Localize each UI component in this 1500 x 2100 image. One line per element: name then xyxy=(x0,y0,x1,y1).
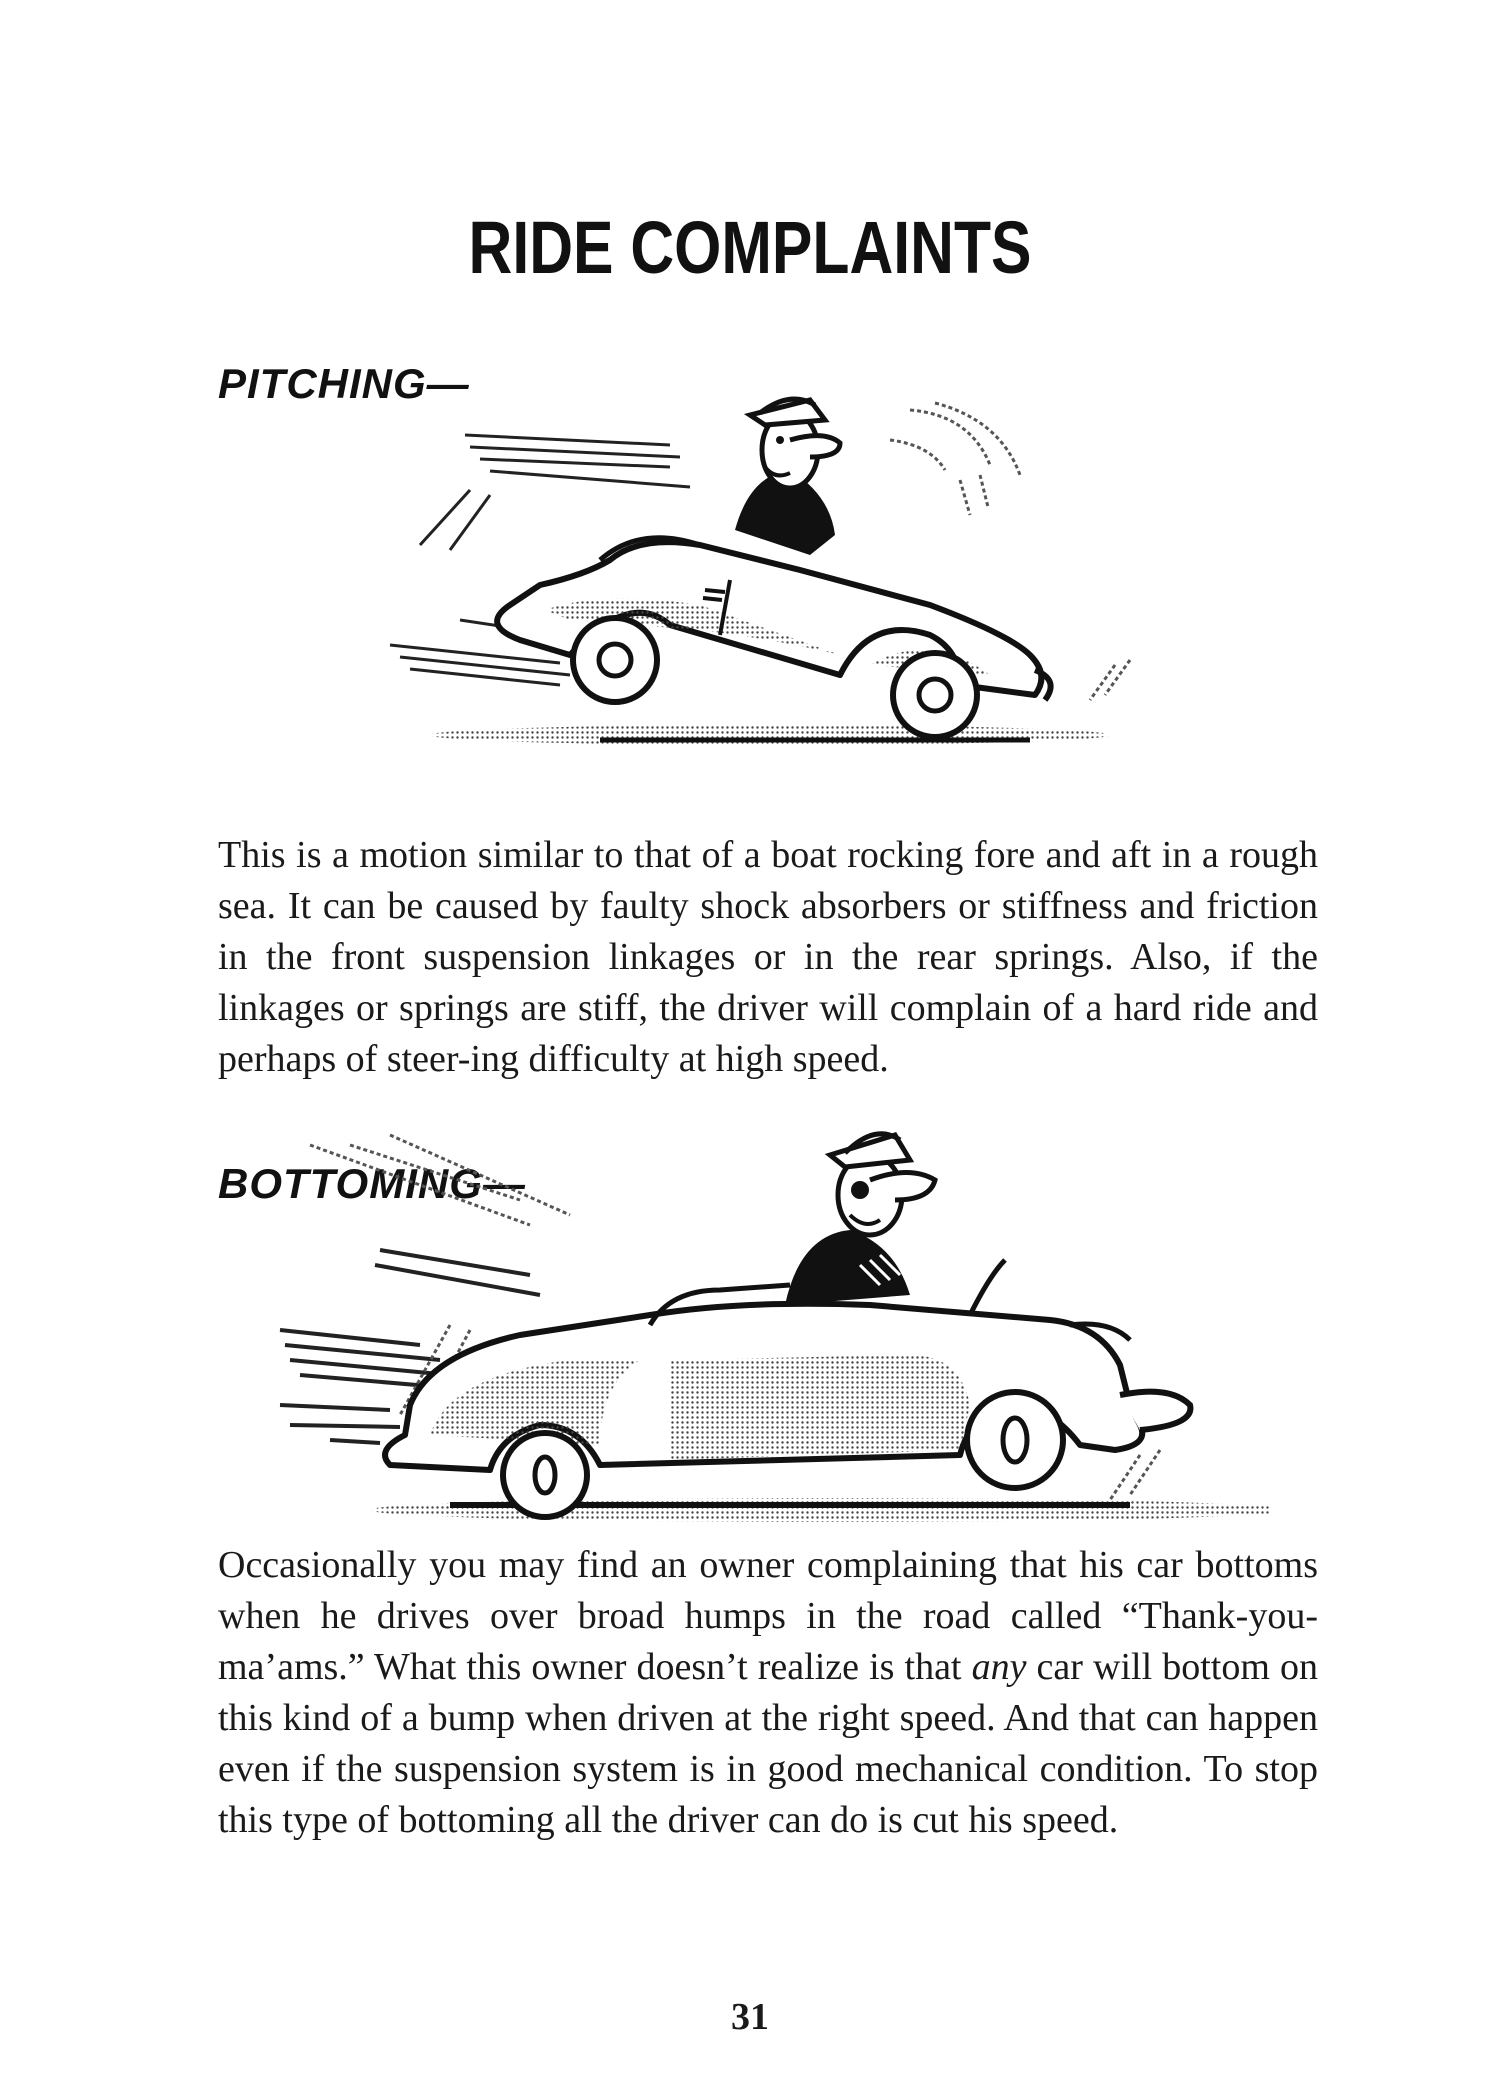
section-heading-pitching: PITCHING— xyxy=(218,360,470,407)
bottoming-description xyxy=(218,1540,1318,1846)
bottoming-description-end: car will bottom on this kind of a bump when driven at the right speed. And that can happen even if the suspension system is in good mechanical condition. To stop this type of bottoming all the driver can do is cut his speed. xyxy=(218,1646,1318,1841)
pitching-car-cartoon-icon xyxy=(370,395,1170,765)
pitching-description: This is a motion similar to that of a boat rocking fore and aft in a rough sea. It can be caused by faulty shock absorbers or stiffness and friction in the front suspension linkages or in the rear springs. Also, if the linkages or springs are stiff, the driver will complain of a hard ride and perhaps of steer-ing difficulty at high speed. xyxy=(218,834,1318,1080)
page-number: 31 xyxy=(731,1996,769,2038)
page-title: RIDE COMPLAINTS xyxy=(468,206,1032,289)
bottoming-car-cartoon-icon xyxy=(270,1105,1270,1540)
bottoming-description-start: Occasionally you may find an owner complaining that his car bottoms when he drives over broad humps in the road called “Thank-you-ma’ams.” What this owner doesn’t realize is that xyxy=(218,1544,1318,1688)
section-heading-bottoming: BOTTOMING— xyxy=(218,1160,526,1207)
emphasis-any: any xyxy=(971,1646,1027,1688)
